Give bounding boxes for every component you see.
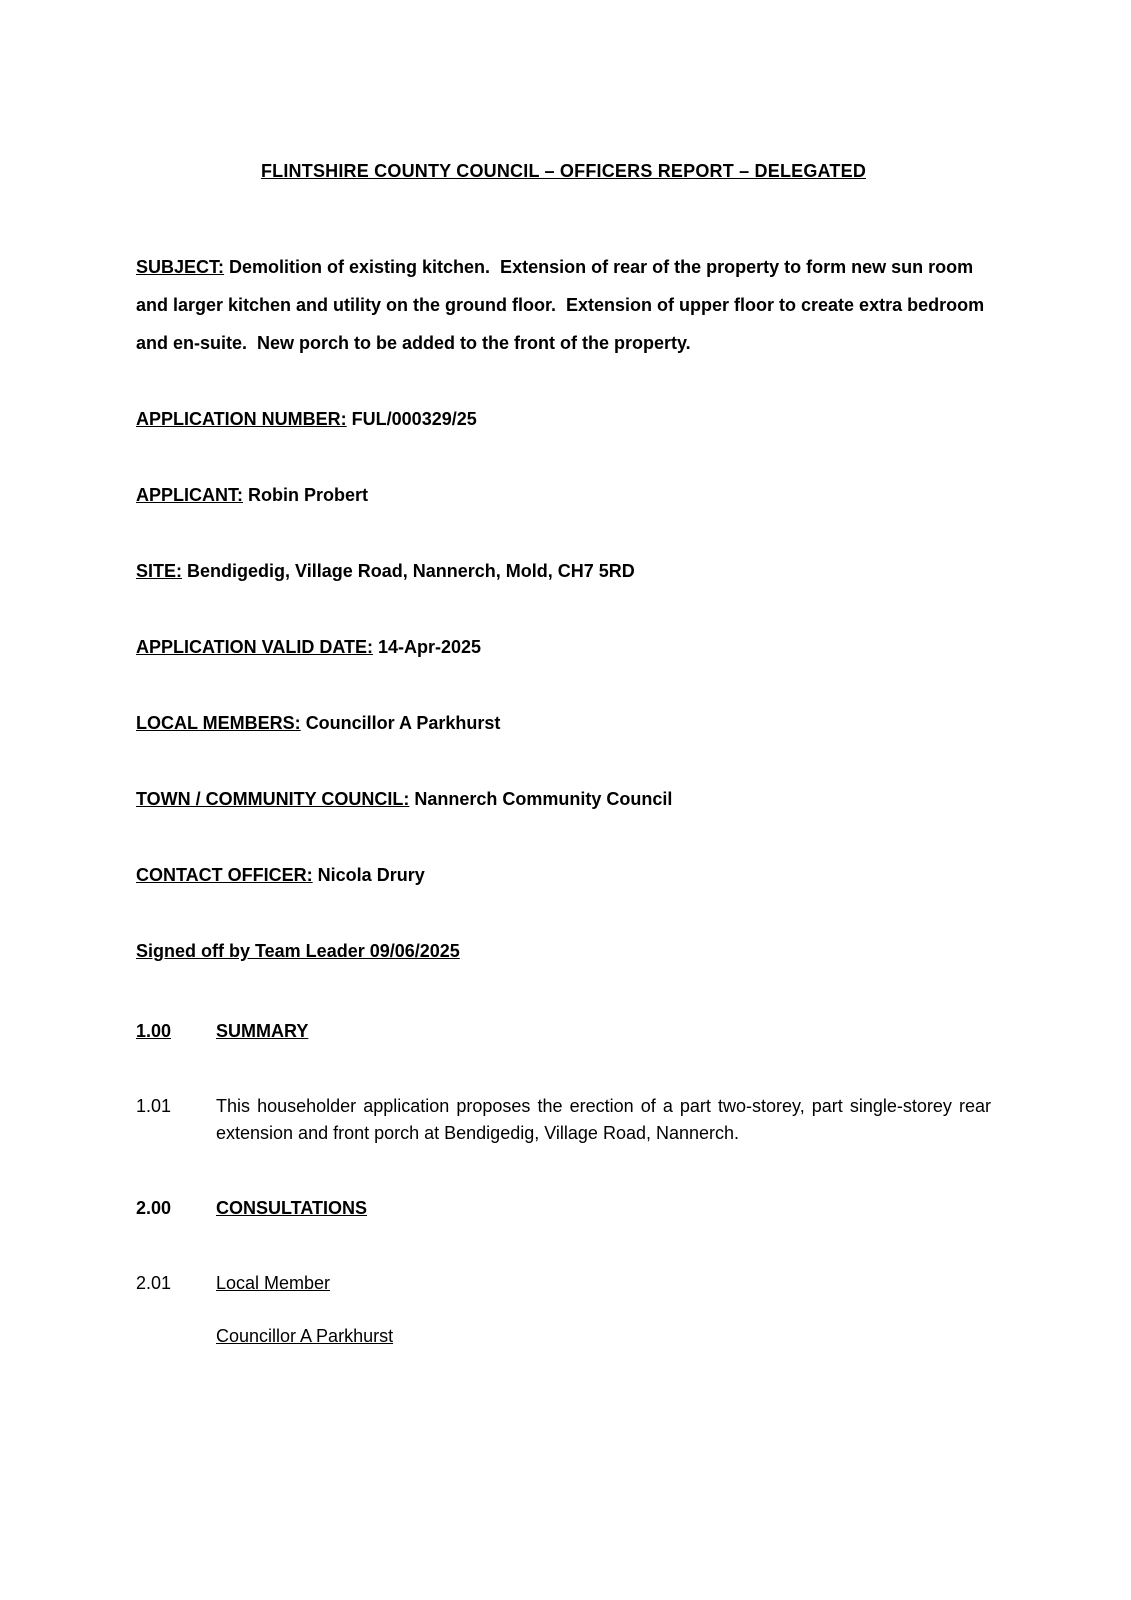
field-applicant-value: Robin Probert [248,485,369,505]
field-application-number-label: APPLICATION NUMBER: [136,409,347,429]
section-heading-consultations [136,1195,991,1222]
field-local-members-value: Councillor A Parkhurst [305,713,501,733]
field-application-number-value: FUL/000329/25 [351,409,477,429]
field-local-members [136,704,991,742]
field-subject-value: Demolition of existing kitchen. Extension of rear of the property to form new sun room and larger kitchen and utility on the ground floor. Extension of upper floor to create extra bedroom and en-suite. New porch to be added to the front of the property. [136,257,990,353]
item-text: This householder application proposes the erection of a part two-storey, part single-storey rear extension and front porch at Bendigedig, Village Road, Nannerch. [216,1096,991,1143]
signoff-line: Signed off by Team Leader 09/06/2025 [136,941,460,961]
field-local-members-label: LOCAL MEMBERS: [136,713,301,733]
section-title: SUMMARY [216,1021,309,1041]
section-item-2-01-continued [136,1323,991,1350]
field-application-number [136,400,991,438]
field-town-community-council [136,780,991,818]
item-text: Local Member [216,1273,331,1293]
field-town-community-council-value: Nannerch Community Council [414,789,673,809]
field-applicant-label: APPLICANT: [136,485,243,505]
field-contact-officer-label: CONTACT OFFICER: [136,865,313,885]
field-town-community-council-label: TOWN / COMMUNITY COUNCIL: [136,789,410,809]
item-text: Councillor A Parkhurst [216,1326,394,1346]
item-number-spacer [136,1323,216,1350]
field-application-valid-date [136,628,991,666]
field-subject [136,248,991,362]
field-application-valid-date-value: 14-Apr-2025 [378,637,482,657]
field-site [136,552,991,590]
document-title: FLINTSHIRE COUNTY COUNCIL – OFFICERS REPORT – DELEGATED [260,161,867,181]
section-title: CONSULTATIONS [216,1198,367,1218]
field-contact-officer-value: Nicola Drury [317,865,425,885]
field-subject-label: SUBJECT: [136,257,225,277]
section-heading-summary [136,1018,991,1045]
section-item-2-01 [136,1270,991,1297]
field-applicant [136,476,991,514]
field-site-label: SITE: [136,561,183,581]
item-number: 2.01 [136,1273,172,1293]
section-item-1-01 [136,1093,991,1147]
field-site-value: Bendigedig, Village Road, Nannerch, Mold, CH7 5RD [187,561,635,581]
field-application-valid-date-label: APPLICATION VALID DATE: [136,637,373,657]
field-contact-officer [136,856,991,894]
section-number: 2.00 [136,1198,172,1218]
section-number: 1.00 [136,1021,172,1041]
item-number: 1.01 [136,1096,172,1116]
